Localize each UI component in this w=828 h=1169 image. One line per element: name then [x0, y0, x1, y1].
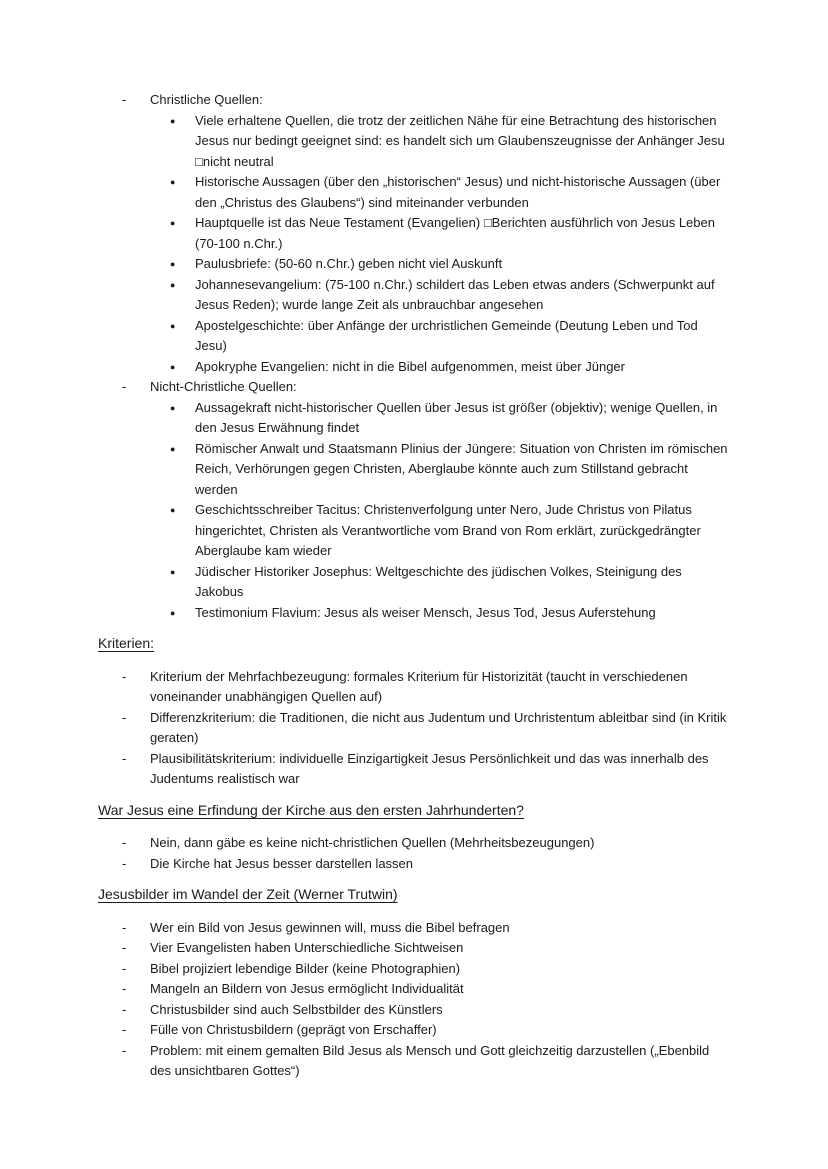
list-item-text: Bibel projiziert lebendige Bilder (keine Photographien) [150, 960, 461, 976]
list-item-bullet [170, 316, 730, 357]
list-item-text: Christliche Quellen: [150, 92, 263, 107]
list-item-text: Apostelgeschichte: über Anfänge der urchristlichen Gemeinde (Deutung Leben und Tod Jesu) [195, 317, 698, 353]
list-item-text: Vier Evangelisten haben Unterschiedliche Sichtweisen [150, 940, 464, 955]
list-item-bullet [170, 562, 730, 603]
list-item-text: Differenzkriterium: die Traditionen, die nicht aus Judentum und Urchristentum ableitbar sind (in Kritik geraten) [150, 709, 727, 745]
dash-marker: - [122, 1001, 127, 1017]
bullet-marker: ● [170, 320, 176, 331]
list-item-text: Mangeln an Bildern von Jesus ermöglicht Individualität [150, 981, 464, 996]
section-heading: Kriterien: [98, 635, 155, 651]
list-item-bullet [170, 357, 730, 378]
list-item-text: Jüdischer Historiker Josephus: Weltgeschichte des jüdischen Volkes, Steinigung des Jakobus [195, 563, 682, 599]
list-item-dash [122, 854, 730, 875]
dash-marker: - [122, 981, 127, 996]
list-item-text: Wer ein Bild von Jesus gewinnen will, muss die Bibel befragen [150, 919, 510, 935]
bullet-marker: ● [170, 361, 176, 372]
list-item-dash [122, 1020, 730, 1041]
list-item-text: Historische Aussagen (über den „historischen“ Jesus) und nicht-historische Aussagen (über den „Christus des Glaubens“) sind miteinander verbunden [195, 174, 721, 210]
section-heading: War Jesus eine Erfindung der Kirche aus den ersten Jahrhunderten? [98, 801, 524, 818]
dash-marker: - [122, 940, 127, 955]
list-item-dash [122, 918, 730, 939]
list-item-dash [122, 1000, 730, 1021]
section-heading: Jesusbilder im Wandel der Zeit (Werner Trutwin) [98, 886, 398, 902]
list-item-text: Problem: mit einem gemalten Bild Jesus als Mensch und Gott gleichzeitig darzustellen („Ebenbild des unsichtbaren Gottes“) [150, 1042, 710, 1078]
list-item-text: Geschichtsschreiber Tacitus: Christenverfolgung unter Nero, Jude Christus von Pilatus hingerichtet, Christen als Verantwortliche vom Brand von Rom erklärt, zurückgedrängter Aberglaube kam wieder [195, 502, 701, 558]
list-item-bullet [170, 500, 730, 562]
bullet-marker: ● [170, 607, 176, 618]
bullet-marker: ● [170, 505, 176, 515]
dash-marker: - [122, 919, 127, 935]
list-item-bullet [170, 254, 730, 275]
list-item-text: Christusbilder sind auch Selbstbilder des Künstlers [150, 1001, 443, 1017]
dash-marker: - [122, 92, 127, 107]
bullet-marker: ● [170, 402, 176, 413]
bullet-marker: ● [170, 279, 176, 290]
list-item-dash [122, 667, 730, 708]
bullet-marker: ● [170, 115, 176, 126]
list-item-text: Testimonium Flavium: Jesus als weiser Mensch, Jesus Tod, Jesus Auferstehung [195, 604, 656, 620]
list-item-bullet [170, 603, 730, 624]
list-item-dash [122, 377, 730, 398]
list-item-text: Die Kirche hat Jesus besser darstellen lassen [150, 855, 414, 871]
dash-marker: - [122, 855, 127, 871]
list-item-dash [122, 90, 730, 111]
bullet-marker: ● [170, 218, 176, 228]
list-item-bullet [170, 439, 730, 501]
dash-marker: - [122, 668, 127, 684]
dash-marker: - [122, 835, 127, 850]
dash-marker: - [122, 1022, 127, 1037]
list-item-text: Aussagekraft nicht-historischer Quellen über Jesus ist größer (objektiv); wenige Quellen, in den Jesus Erwähnung findet [195, 399, 718, 435]
list-item-bullet [170, 275, 730, 316]
list-item-text: Hauptquelle ist das Neue Testament (Evangelien) □Berichten ausführlich von Jesus Leben (70-100 n.Chr.) [195, 215, 715, 251]
list-item-bullet [170, 172, 730, 213]
list-item-dash [122, 749, 730, 790]
list-item-dash [122, 979, 730, 1000]
list-item-text: Römischer Anwalt und Staatsmann Plinius der Jüngere: Situation von Christen im römischen Reich, Verhörungen gegen Christen, Aberglaube könnte auch zum Stillstand gebracht werden [195, 440, 728, 497]
list-item-dash [122, 959, 730, 980]
list-item-text: Apokryphe Evangelien: nicht in die Bibel aufgenommen, meist über Jünger [195, 358, 625, 374]
list-item-bullet [170, 213, 730, 254]
list-item-text: Paulusbriefe: (50-60 n.Chr.) geben nicht viel Auskunft [195, 256, 503, 271]
bullet-marker: ● [170, 566, 176, 577]
list-item-bullet [170, 111, 730, 173]
list-item-dash [122, 1041, 730, 1082]
dash-marker: - [122, 709, 127, 725]
list-item-text: Johannesevangelium: (75-100 n.Chr.) schildert das Leben etwas anders (Schwerpunkt auf Jesus Reden); wurde lange Zeit als unbrauchbar angesehen [195, 276, 715, 312]
bullet-marker: ● [170, 443, 176, 454]
dash-marker: - [122, 1042, 127, 1058]
document-body [98, 90, 730, 1082]
bullet-marker: ● [170, 177, 176, 187]
bullet-marker: ● [170, 259, 176, 269]
list-item-dash [122, 833, 730, 854]
list-item-text: Plausibilitätskriterium: individuelle Einzigartigkeit Jesus Persönlichkeit und das was innerhalb des Judentums realistisch war [150, 750, 709, 786]
list-item-dash [122, 938, 730, 959]
dash-marker: - [122, 379, 127, 394]
dash-marker: - [122, 750, 127, 766]
list-item-text: Kriterium der Mehrfachbezeugung: formales Kriterium für Historizität (taucht in verschiedenen voneinander unabhängigen Quellen auf) [150, 668, 688, 704]
list-item-text: Viele erhaltene Quellen, die trotz der zeitlichen Nähe für eine Betrachtung des historischen Jesus nur bedingt geeignet sind: es handelt sich um Glaubenszeugnisse der Anhänger Jesu □nicht neutral [195, 112, 725, 169]
dash-marker: - [122, 960, 127, 976]
list-item-text: Nicht-Christliche Quellen: [150, 379, 297, 394]
list-item-text: Nein, dann gäbe es keine nicht-christlichen Quellen (Mehrheitsbezeugungen) [150, 835, 595, 850]
list-item-text: Fülle von Christusbildern (geprägt von Erschaffer) [150, 1022, 437, 1037]
list-item-bullet [170, 398, 730, 439]
list-item-dash [122, 708, 730, 749]
